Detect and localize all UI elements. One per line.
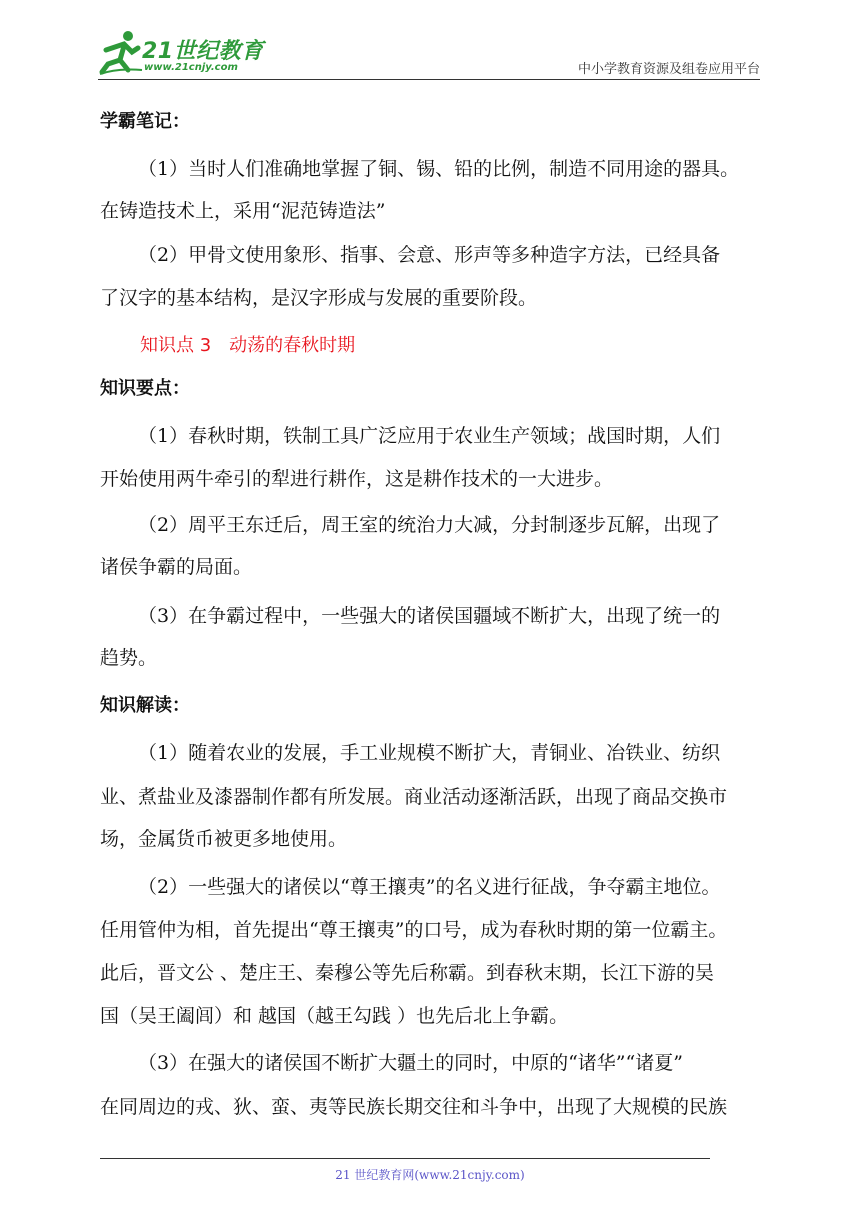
paragraph-line: 此后，晋文公 、楚庄王、秦穆公等先后称霸。到春秋末期，长江下游的吴	[100, 962, 715, 984]
paragraph-line: （2）一些强大的诸侯以“尊王攘夷”的名义进行征战，争夺霸主地位。	[138, 876, 721, 898]
page-footer: 21 世纪教育网(www.21cnjy.com)	[335, 1168, 525, 1182]
paragraph-line: 国（吴王阖闾）和 越国（越王勾践 ）也先后北上争霸。	[100, 1005, 569, 1027]
paragraph-line: （2）周平王东迁后，周王室的统治力大减，分封制逐步瓦解，出现了	[138, 514, 721, 536]
paragraph-line: （1）春秋时期，铁制工具广泛应用于农业生产领域；战国时期，人们	[138, 425, 721, 447]
paragraph-line: （1）随着农业的发展，手工业规模不断扩大，青铜业、冶铁业、纺织	[138, 742, 721, 764]
knowledge-point-title: 知识点 3 动荡的春秋时期	[140, 335, 356, 356]
paragraph-line: 开始使用两牛牵引的犁进行耕作，这是耕作技术的一大进步。	[100, 468, 614, 490]
paragraph-line: （2）甲骨文使用象形、指事、会意、形声等多种造字方法，已经具备	[138, 244, 721, 266]
footer-divider	[100, 1158, 710, 1159]
logo	[98, 28, 298, 78]
paragraph-line: 趋势。	[100, 647, 158, 669]
paragraph-line: 了汉字的基本结构，是汉字形成与发展的重要阶段。	[100, 287, 538, 309]
header-divider	[98, 79, 760, 80]
paragraph-line: 在同周边的戎、狄、蛮、夷等民族长期交往和斗争中，出现了大规模的民族	[100, 1096, 728, 1118]
paragraph-line: 在铸造技术上，采用“泥范铸造法”	[100, 200, 386, 222]
paragraph-line: 任用管仲为相，首先提出“尊王攘夷”的口号，成为春秋时期的第一位霸主。	[100, 919, 728, 941]
paragraph-line: （1）当时人们准确地掌握了铜、锡、铅的比例，制造不同用途的器具。	[138, 158, 740, 180]
paragraph-line: 业、煮盐业及漆器制作都有所发展。商业活动逐渐活跃，出现了商品交换市	[100, 786, 728, 808]
section-heading-interpretation: 知识解读：	[100, 695, 190, 716]
paragraph-line: 场，金属货币被更多地使用。	[100, 828, 348, 850]
platform-name: 中小学教育资源及组卷应用平台	[577, 62, 760, 77]
runner-logo-icon	[98, 28, 144, 78]
paragraph-line: （3）在争霸过程中，一些强大的诸侯国疆域不断扩大，出现了统一的	[138, 605, 721, 627]
section-heading-key-points: 知识要点：	[100, 378, 190, 399]
logo-text: 21世纪教育	[142, 39, 264, 64]
section-heading-notes: 学霸笔记：	[100, 111, 190, 132]
logo-url: www.21cnjy.com	[144, 62, 238, 73]
paragraph-line: （3）在强大的诸侯国不断扩大疆土的同时，中原的“诸华”“诸夏”	[138, 1052, 683, 1074]
paragraph-line: 诸侯争霸的局面。	[100, 556, 253, 578]
page-header	[98, 28, 760, 80]
